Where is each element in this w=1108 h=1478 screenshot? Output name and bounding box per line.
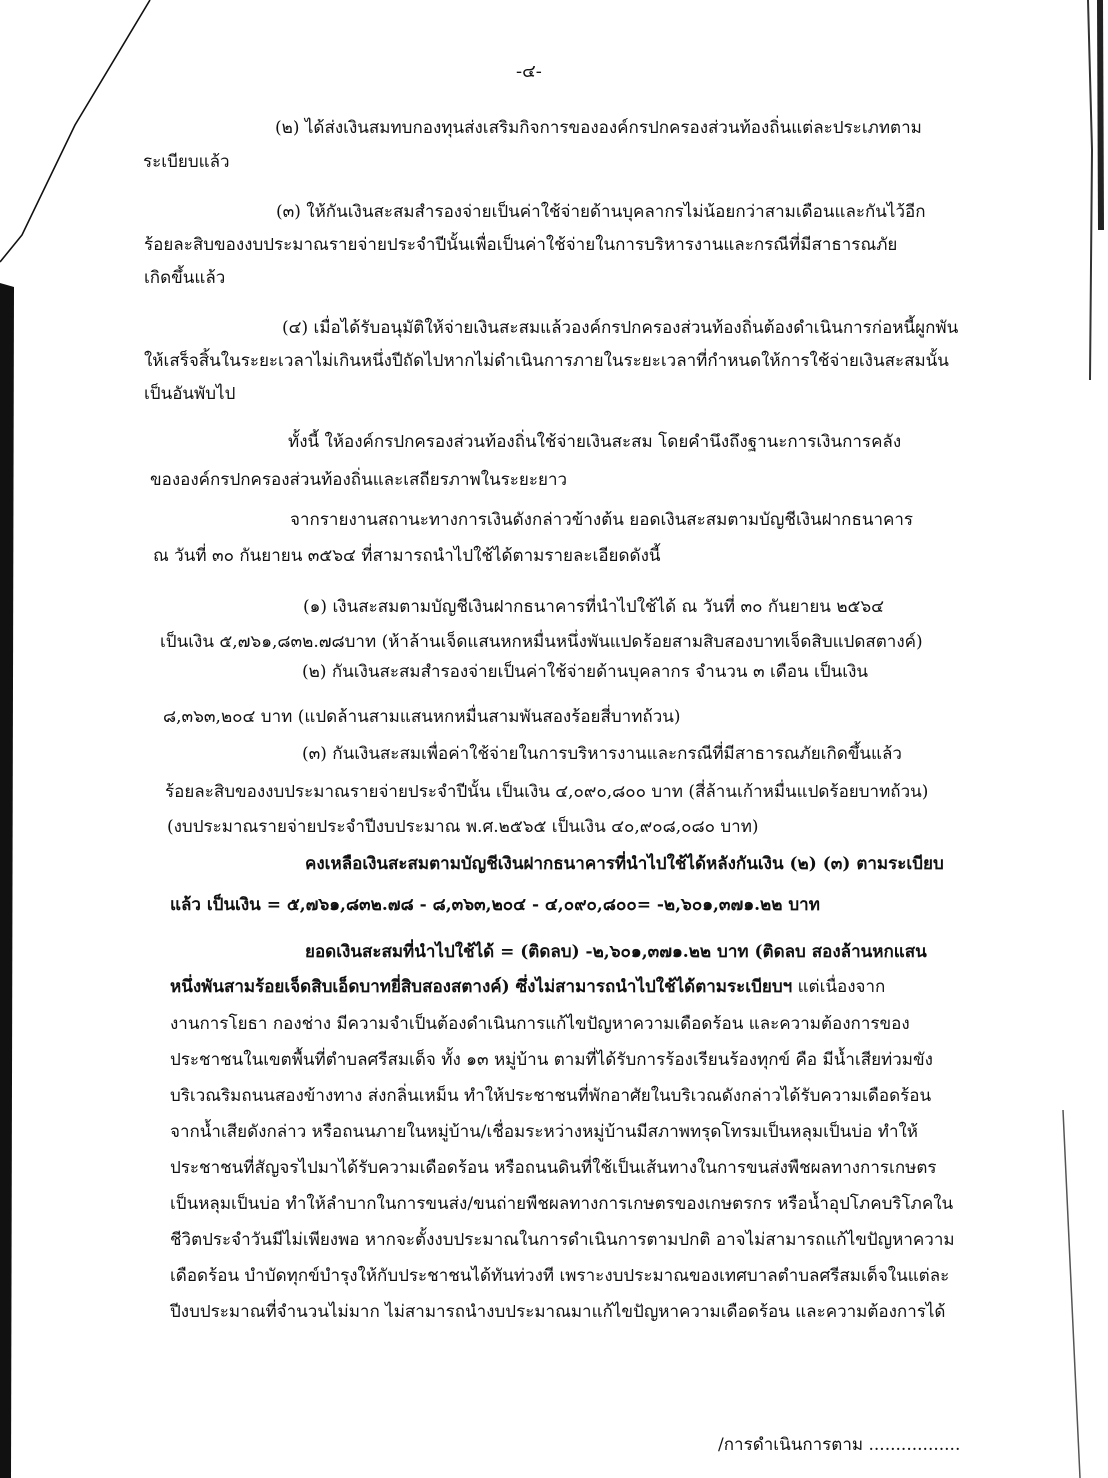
paragraph-4-line-2: ให้เสร็จสิ้นในระยะเวลาไม่เกินหนึ่งปีถัดไปหากไม่ดำเนินการภายในระยะเวลาที่กำหนดให้การใช้จ่ายเงินสะสมนั้น: [144, 351, 949, 371]
note-line-1: ทั้งนี้ ให้องค์กรปกครองส่วนท้องถิ่นใช้จ่ายเงินสะสม โดยคำนึงถึงฐานะการเงินการคลัง: [288, 432, 902, 452]
final-line-2: [170, 975, 885, 999]
final-line-7: ประชาชนที่สัญจรไปมาได้รับความเดือดร้อน หรือถนนดินที่ใช้เป็นเส้นทางในการขนส่งพืชผลทางการเกษตร: [170, 1158, 937, 1178]
continuation-note: /การดำเนินการตาม .................: [718, 1435, 961, 1455]
final-line-3: งานการโยธา กองช่าง มีความจำเป็นต้องดำเนินการแก้ไขปัญหาความเดือดร้อน และความต้องการของ: [170, 1014, 910, 1034]
page-number: -๔-: [516, 61, 542, 82]
status-line-2: ณ วันที่ ๓๐ กันยายน ๓๕๖๔ ที่สามารถนำไปใช้ได้ตามรายละเอียดดังนี้: [153, 546, 661, 566]
final-line-5: บริเวณริมถนนสองข้างทาง ส่งกลิ่นเหม็น ทำให้ประชาชนที่พักอาศัยในบริเวณดังกล่าวได้รับความเดือดร้อน: [170, 1086, 932, 1106]
paragraph-3-line-1: (๓) ให้กันเงินสะสมสำรองจ่ายเป็นค่าใช้จ่ายด้านบุคลากรไม่น้อยกว่าสามเดือนและกันไว้อีก: [276, 202, 926, 222]
final-line-4: ประชาชนในเขตพื้นที่ตำบลศรีสมเด็จ ทั้ง ๑๓ หมู่บ้าน ตามที่ได้รับการร้องเรียนร้องทุกข์ คือ มีน้ำเสียท่วมขัง: [170, 1050, 933, 1070]
item-3-line-1: (๓) กันเงินสะสมเพื่อค่าใช้จ่ายในการบริหารงานและกรณีที่มีสาธารณภัยเกิดขึ้นแล้ว: [302, 744, 902, 764]
paragraph-4-line-1: (๔) เมื่อได้รับอนุมัติให้จ่ายเงินสะสมแล้วองค์กรปกครองส่วนท้องถิ่นต้องดำเนินการก่อหนี้ผูกพัน: [282, 318, 959, 338]
paragraph-2-line-1: (๒) ได้ส่งเงินสมทบกองทุนส่งเสริมกิจการขององค์กรปกครองส่วนท้องถิ่นแต่ละประเภทตาม: [275, 118, 922, 138]
final-line-2-rest: แต่เนื่องจาก: [792, 977, 886, 997]
item-2-line-1: (๒) กันเงินสะสมสำรองจ่ายเป็นค่าใช้จ่ายด้านบุคลากร จำนวน ๓ เดือน เป็นเงิน: [302, 662, 869, 682]
item-1-line-1: (๑) เงินสะสมตามบัญชีเงินฝากธนาคารที่นำไปใช้ได้ ณ วันที่ ๓๐ กันยายน ๒๕๖๔: [303, 597, 885, 617]
paragraph-2-line-2: ระเบียบแล้ว: [143, 152, 230, 172]
status-line-1: จากรายงานสถานะทางการเงินดังกล่าวข้างต้น ยอดเงินสะสมตามบัญชีเงินฝากธนาคาร: [290, 510, 914, 530]
paragraph-4-line-3: เป็นอันพับไป: [144, 384, 236, 404]
final-line-8: เป็นหลุมเป็นบ่อ ทำให้ลำบากในการขนส่ง/ขนถ่ายพืชผลทางการเกษตรของเกษตรกร หรือน้ำอุปโภคบริโภคใน: [170, 1194, 954, 1214]
item-1-line-2: เป็นเงิน ๕,๗๖๑,๘๓๒.๗๘บาท (ห้าล้านเจ็ดแสนหกหมื่นหนึ่งพันแปดร้อยสามสิบสองบาทเจ็ดสิบแปดสตางค์): [160, 632, 923, 652]
remaining-line-2: แล้ว เป็นเงิน = ๕,๗๖๑,๘๓๒.๗๘ - ๘,๓๖๓,๒๐๔ - ๔,๐๙๐,๘๐๐= -๒,๖๐๑,๓๗๑.๒๒ บาท: [170, 895, 820, 915]
item-3-line-3: (งบประมาณรายจ่ายประจำปีงบประมาณ พ.ศ.๒๕๖๕ เป็นเงิน ๔๐,๙๐๘,๐๘๐ บาท): [167, 817, 759, 837]
paragraph-3-line-2: ร้อยละสิบของงบประมาณรายจ่ายประจำปีนั้นเพื่อเป็นค่าใช้จ่ายในการบริหารงานและกรณีที่มีสาธารณภัย: [144, 235, 898, 255]
final-line-2-bold: หนึ่งพันสามร้อยเจ็ดสิบเอ็ดบาทยี่สิบสองสตางค์) ซึ่งไม่สามารถนำไปใช้ได้ตามระเบียบฯ: [170, 977, 793, 997]
final-line-10: เดือดร้อน บำบัดทุกข์บำรุงให้กับประชาชนได้ทันท่วงที เพราะงบประมาณของเทศบาลตำบลศรีสมเด็จในแต่ละ: [170, 1266, 950, 1286]
item-3-line-2: ร้อยละสิบของงบประมาณรายจ่ายประจำปีนั้น เป็นเงิน ๔,๐๙๐,๘๐๐ บาท (สี่ล้านเก้าหมื่นแปดร้อยบาทถ้วน): [165, 782, 929, 802]
remaining-line-1: คงเหลือเงินสะสมตามบัญชีเงินฝากธนาคารที่นำไปใช้ได้หลังกันเงิน (๒) (๓) ตามระเบียบ: [305, 854, 944, 874]
note-line-2: ขององค์กรปกครองส่วนท้องถิ่นและเสถียรภาพในระยะยาว: [150, 470, 568, 490]
item-2-line-2: ๘,๓๖๓,๒๐๔ บาท (แปดล้านสามแสนหกหมื่นสามพันสองร้อยสี่บาทถ้วน): [163, 707, 681, 727]
final-line-6: จากน้ำเสียดังกล่าว หรือถนนภายในหมู่บ้าน/เชื่อมระหว่างหมู่บ้านมีสภาพทรุดโทรมเป็นหลุมเป็นบ่อ ทำให้: [170, 1122, 918, 1142]
paragraph-3-line-3: เกิดขึ้นแล้ว: [144, 268, 226, 288]
final-line-9: ชีวิตประจำวันมีไม่เพียงพอ หากจะตั้งงบประมาณในการดำเนินการตามปกติ อาจไม่สามารถแก้ไขปัญหาความ: [170, 1230, 955, 1250]
final-line-11: ปีงบประมาณที่จำนวนไม่มาก ไม่สามารถนำงบประมาณมาแก้ไขปัญหาความเดือดร้อน และความต้องการได้: [170, 1302, 946, 1322]
final-line-1: ยอดเงินสะสมที่นำไปใช้ได้ = (ติดลบ) -๒,๖๐๑,๓๗๑.๒๒ บาท (ติดลบ สองล้านหกแสน: [305, 942, 927, 962]
